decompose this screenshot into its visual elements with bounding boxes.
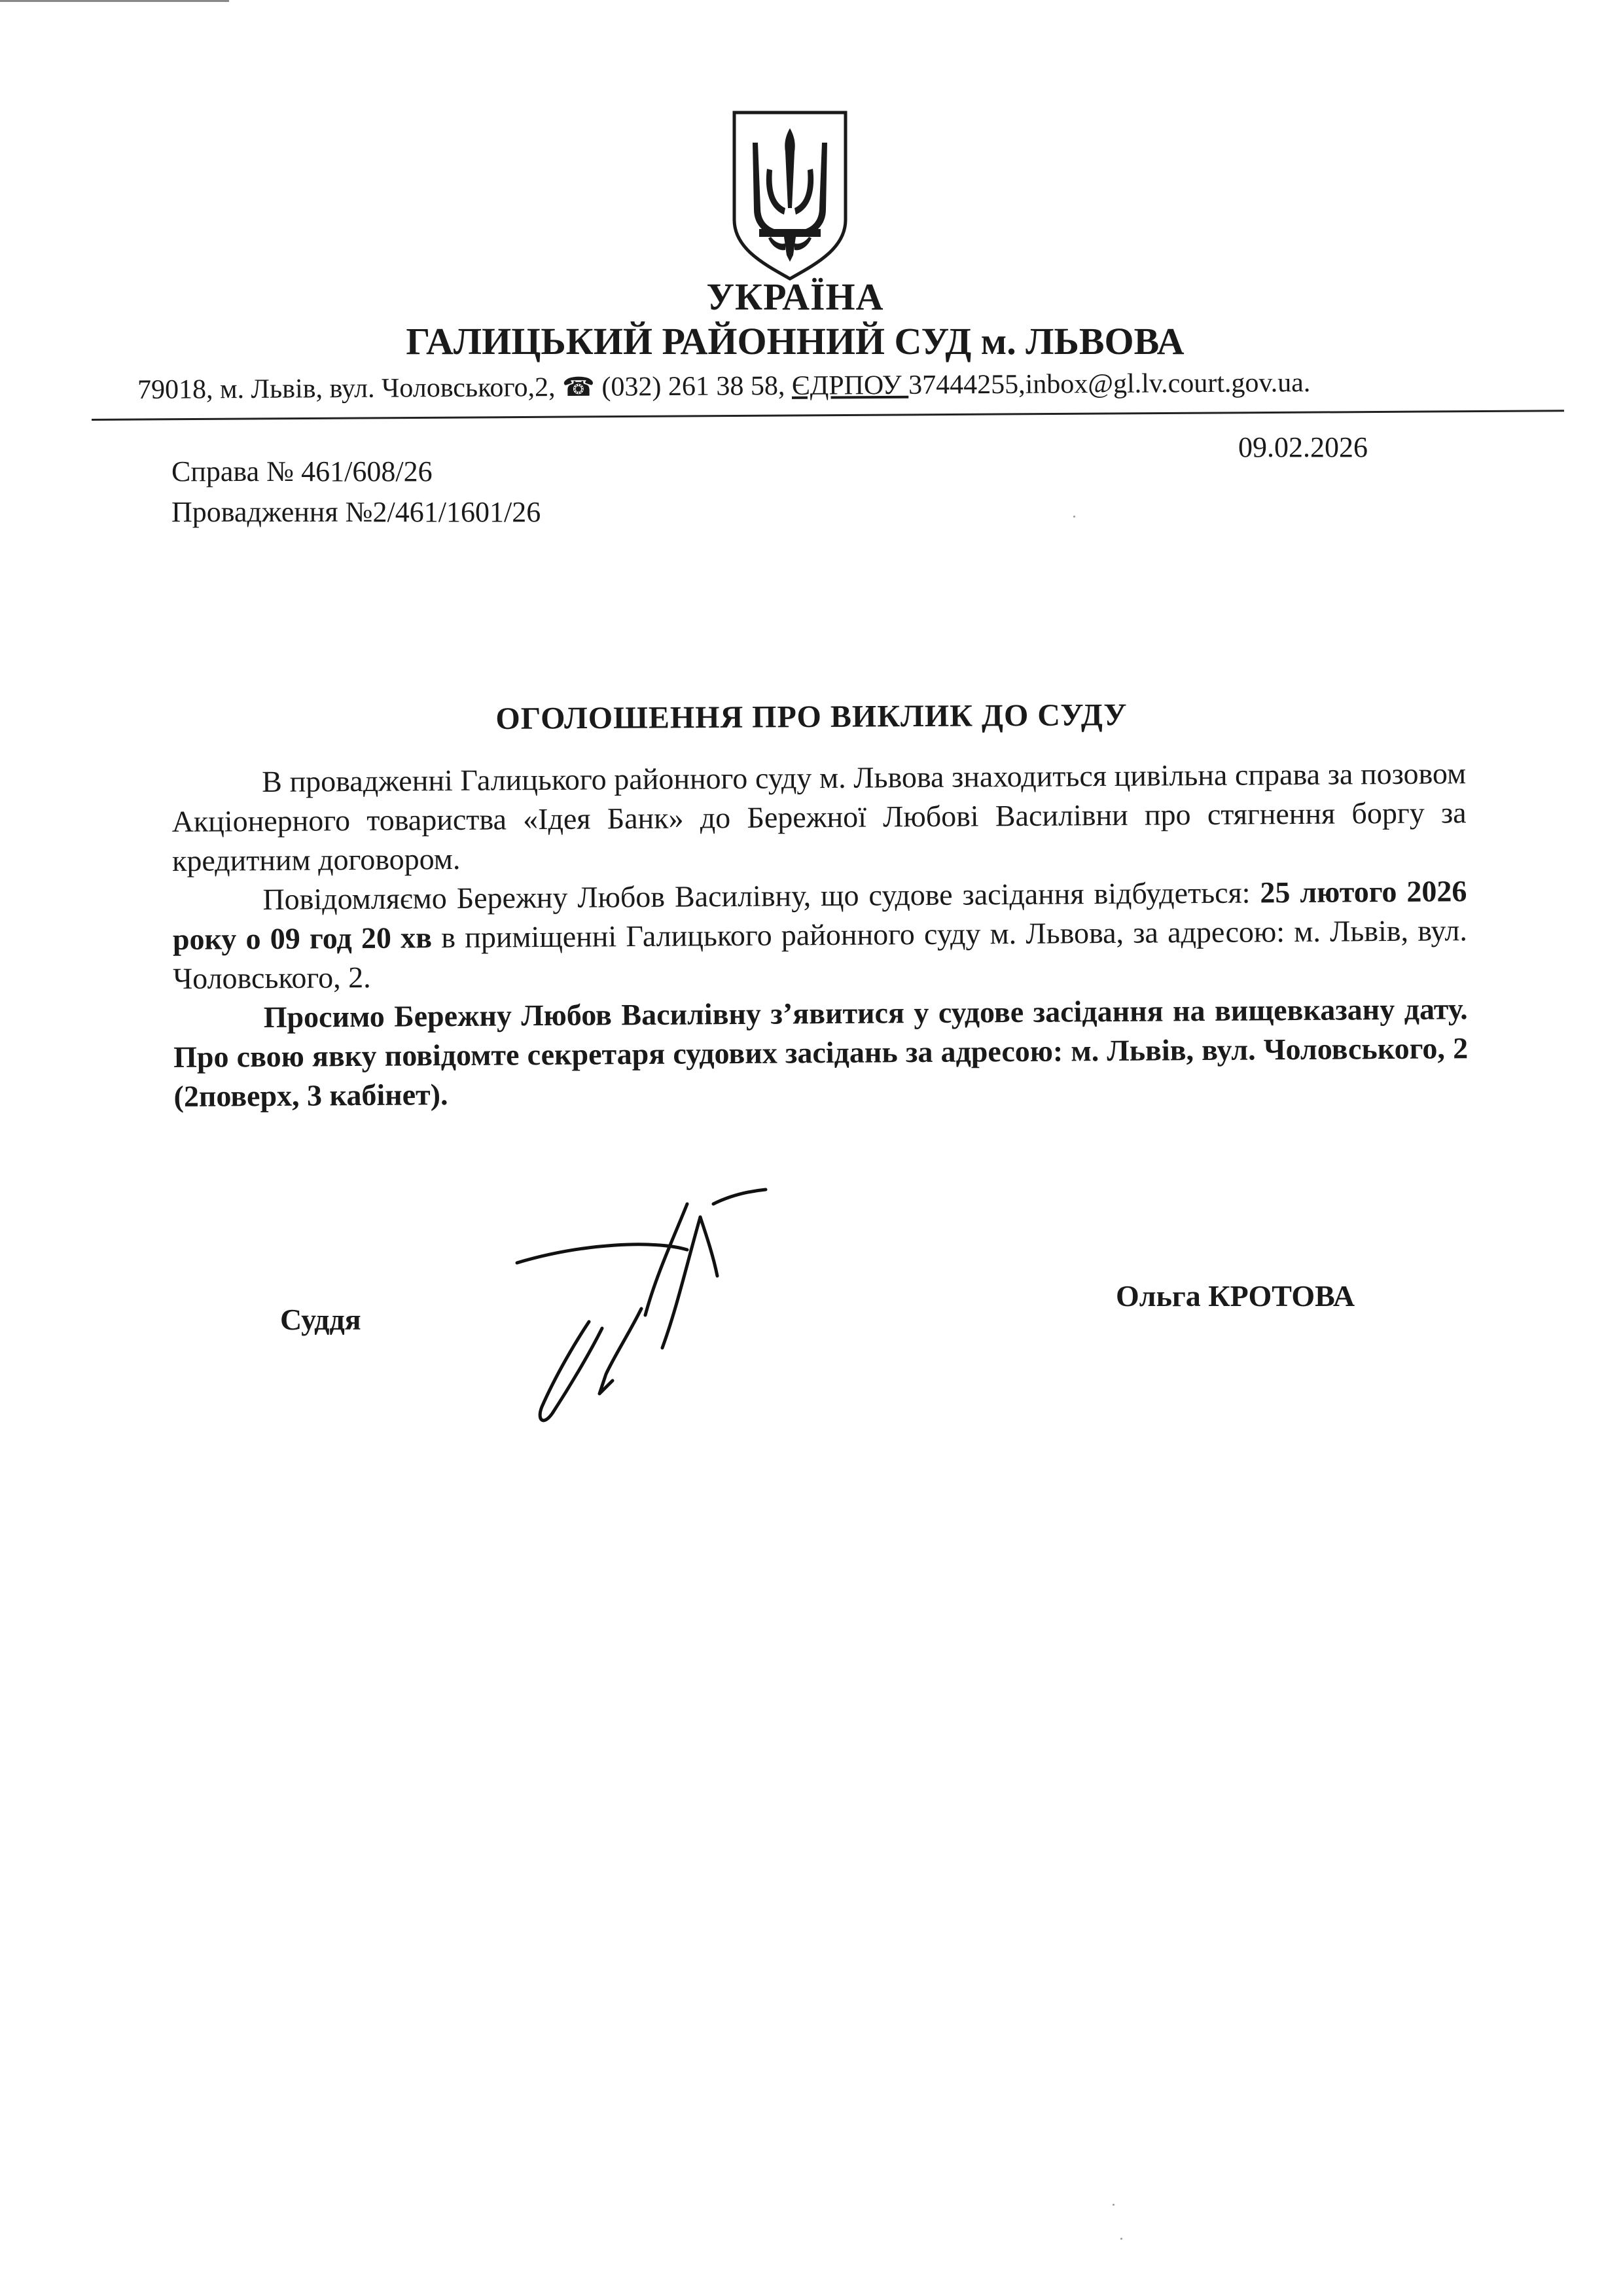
judge-name: Ольга КРОТОВА: [1116, 1279, 1355, 1313]
document-title: ОГОЛОШЕННЯ ПРО ВИКЛИК ДО СУДУ: [495, 698, 1128, 736]
request-text: Просимо Бережну Любов Василівну з’явитися у судове засідання на вищевказану дату. Про свою явку повідомте секретаря судових засідань за адресою: м. Львів, вул. Чоловського, 2 (2поверх, 3 кабінет).: [173, 992, 1469, 1113]
paragraph-hearing: [172, 872, 1467, 998]
address-text: 79018, м. Львів, вул. Чоловського,2,: [137, 372, 563, 405]
header-address-line: [137, 366, 1577, 406]
hearing-text-start: Повідомляємо Бережну Любов Василівну, що судове засідання відбудеться:: [262, 875, 1260, 917]
phone-icon: ☎: [562, 372, 596, 402]
scan-speck: [1073, 516, 1075, 518]
paragraph-case: В провадженні Галицького районного суду м. Львова знаходиться цивільна справа за позовом Акціонерного товариства «Ідея Банк» до Бережної Любові Василівни про стягнення боргу за кредитним договором.: [171, 756, 1467, 877]
paragraph-request: [173, 989, 1469, 1116]
header-divider: [92, 410, 1564, 421]
judge-role: Суддя: [280, 1303, 361, 1336]
header-court-name: ГАЛИЦЬКИЙ РАЙОННИЙ СУД м. ЛЬВОВА: [406, 320, 1185, 362]
scan-edge-line: [0, 0, 229, 2]
hearing-text-end: в приміщенні Галицького районного суду м. Львова, за адресою: м. Львів, вул. Чоловського, 2.: [173, 913, 1468, 995]
scan-speck: [1120, 2238, 1122, 2240]
hearing-datetime: 25 лютого 2026 року о 09 год 20 хв: [172, 874, 1467, 956]
header-country: УКРАЇНА: [706, 275, 884, 318]
proceeding-number: Провадження №2/461/1601/26: [171, 496, 541, 528]
document-body: [171, 754, 1469, 1116]
edrpou-email: 37444255,inbox@gl.lv.court.gov.ua.: [908, 368, 1311, 400]
case-number: Справа № 461/608/26: [171, 455, 433, 487]
coat-of-arms-icon: [730, 110, 849, 281]
handwritten-signature: [484, 1178, 825, 1439]
scan-speck: [1113, 2204, 1115, 2206]
edrpou-label: ЄДРПОУ: [791, 370, 909, 401]
document-date: 09.02.2026: [1238, 431, 1368, 463]
case-info: [171, 451, 541, 533]
phone-number: (032) 261 38 58,: [594, 370, 793, 402]
